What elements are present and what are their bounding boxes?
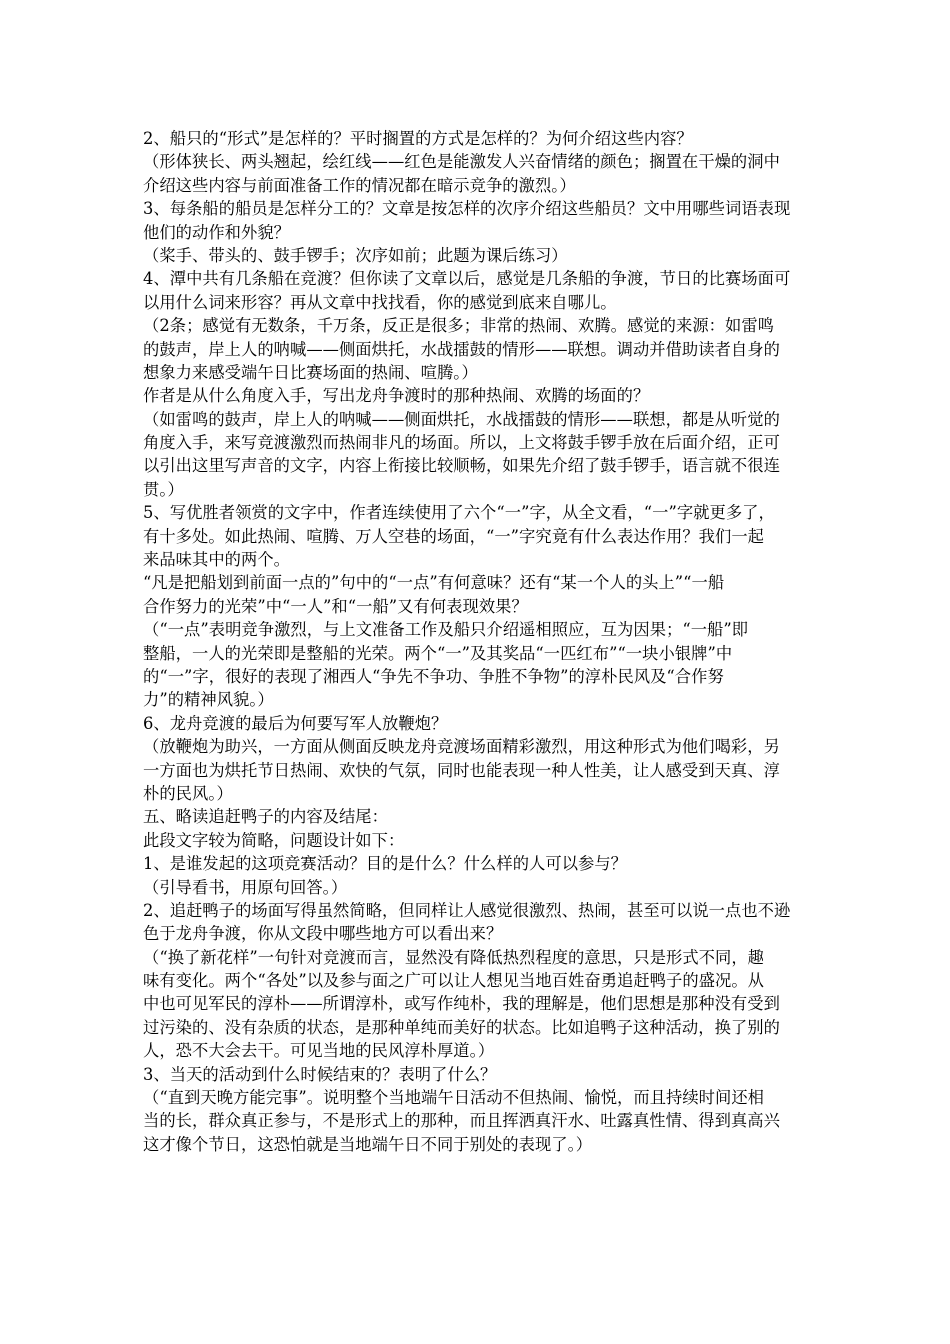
text-line: 整船，一人的光荣即是整船的光荣。两个“一”及其奖品“一匹红布”“一块小银牌”中 (143, 643, 733, 663)
document-body (143, 127, 807, 1156)
text-line: 味有变化。两个“各处”以及参与面之广可以让人想见当地百姓奋勇追赶鸭子的盛况。从 (143, 971, 765, 991)
text-line: 的鼓声，岸上人的呐喊——侧面烘托，水战擂鼓的情形——联想。调动并借助读者自身的 (143, 339, 780, 359)
text-line: 6、龙舟竞渡的最后为何要写军人放鞭炮？ (143, 713, 448, 733)
text-line: 的“一”字，很好的表现了湘西人“争先不争功、争胜不争物”的淳朴民风及“合作努 (143, 666, 724, 686)
text-line: 过污染的、没有杂质的状态，是那种单纯而美好的状态。比如追鸭子这种活动，换了别的 (143, 1017, 780, 1037)
text-line: （“换了新花样”一句针对竞渡而言，显然没有降低热烈程度的意思，只是形式不同，趣 (143, 947, 765, 967)
text-line: 五、略读追赶鸭子的内容及结尾： (143, 807, 388, 827)
text-line: 以引出这里写声音的文字，内容上衔接比较顺畅，如果先介绍了鼓手锣手，语言就不很连 (143, 456, 780, 476)
text-line: （桨手、带头的、鼓手锣手；次序如前；此题为课后练习） (143, 245, 568, 265)
text-line: 此段文字较为简略，问题设计如下： (143, 830, 405, 850)
text-line: 4、潭中共有几条船在竞渡？但你读了文章以后，感觉是几条船的争渡，节日的比赛场面可 (143, 269, 791, 289)
text-line: （如雷鸣的鼓声，岸上人的呐喊——侧面烘托，水战擂鼓的情形——联想，都是从听觉的 (143, 409, 780, 429)
text-line: 3、每条船的船员是怎样分工的？文章是按怎样的次序介绍这些船员？文中用哪些词语表现 (143, 199, 791, 219)
text-line: （“一点”表明竞争激烈，与上文准备工作及船只介绍遥相照应，互为因果；“一船”即 (143, 620, 749, 640)
text-line: （2条；感觉有无数条，千万条，反正是很多；非常的热闹、欢腾。感觉的来源：如雷鸣 (143, 316, 775, 336)
text-line: 一方面也为烘托节日热闹、欢快的气氛，同时也能表现一种人性美，让人感受到天真、淳 (143, 760, 780, 780)
text-line: 他们的动作和外貌？ (143, 222, 290, 242)
text-line: 这才像个节日，这恐怕就是当地端午日不同于别处的表现了。） (143, 1134, 593, 1154)
text-line: （放鞭炮为助兴，一方面从侧面反映龙舟竞渡场面精彩激烈，用这种形式为他们喝彩，另 (143, 737, 780, 757)
text-line: 合作努力的光荣”中“一人”和“一船”又有何表现效果？ (143, 596, 528, 616)
text-line: 当的长，群众真正参与，不是形式上的那种，而且挥洒真汗水、吐露真性情、得到真高兴 (143, 1111, 780, 1131)
text-line: 贯。） (143, 479, 184, 499)
text-line: （引导看书，用原句回答。） (143, 877, 348, 897)
text-line: 5、写优胜者领赏的文字中，作者连续使用了六个“一”字，从全文看，“一”字就更多了， (143, 503, 775, 523)
text-line: 2、船只的“形式”是怎样的？平时搁置的方式是怎样的？为何介绍这些内容？ (143, 129, 693, 148)
text-line: 介绍这些内容与前面准备工作的情况都在暗示竞争的激烈。） (143, 175, 576, 195)
text-line: 作者是从什么角度入手，写出龙舟争渡时的那种热闹、欢腾的场面的？ (143, 386, 650, 406)
text-line: “凡是把船划到前面一点的”句中的“一点”有何意味？还有“某一个人的头上”“一船 (143, 573, 725, 593)
text-line: 有十多处。如此热闹、喧腾、万人空巷的场面，“一”字究竟有什么表达作用？我们一起 (143, 526, 765, 546)
text-line: 力”的精神风貌。） (143, 690, 274, 710)
text-line: 人，恐不大会去干。可见当地的民风淳朴厚道。） (143, 1041, 495, 1061)
text-line: 来品味其中的两个。 (143, 550, 290, 570)
text-line: 1、是谁发起的这项竞赛活动？目的是什么？什么样的人可以参与？ (143, 854, 628, 874)
text-line: 2、追赶鸭子的场面写得虽然简略，但同样让人感觉很激烈、热闹，甚至可以说一点也不逊 (143, 900, 791, 920)
text-line: （形体狭长、两头翘起，绘红线——红色是能激发人兴奋情绪的颜色；搁置在干燥的洞中 (143, 152, 780, 172)
text-line: 朴的民风。） (143, 783, 233, 803)
text-line: 以用什么词来形容？再从文章中找找看，你的感觉到底来自哪儿。 (143, 292, 617, 312)
text-line: 3、当天的活动到什么时候结束的？表明了什么？ (143, 1064, 497, 1084)
text-line: 想象力来感受端午日比赛场面的热闹、喧腾。） (143, 362, 478, 382)
text-line: 色于龙舟争渡，你从文段中哪些地方可以看出来？ (143, 924, 503, 944)
text-line: （“直到天晚方能完事”。说明整个当地端午日活动不但热闹、愉悦，而且持续时间还相 (143, 1088, 765, 1108)
text-line: 中也可见军民的淳朴——所谓淳朴，或写作纯朴，我的理解是，他们思想是那种没有受到 (143, 994, 780, 1014)
text-line: 角度入手，来写竞渡激烈而热闹非凡的场面。所以，上文将鼓手锣手放在后面介绍，正可 (143, 433, 780, 453)
